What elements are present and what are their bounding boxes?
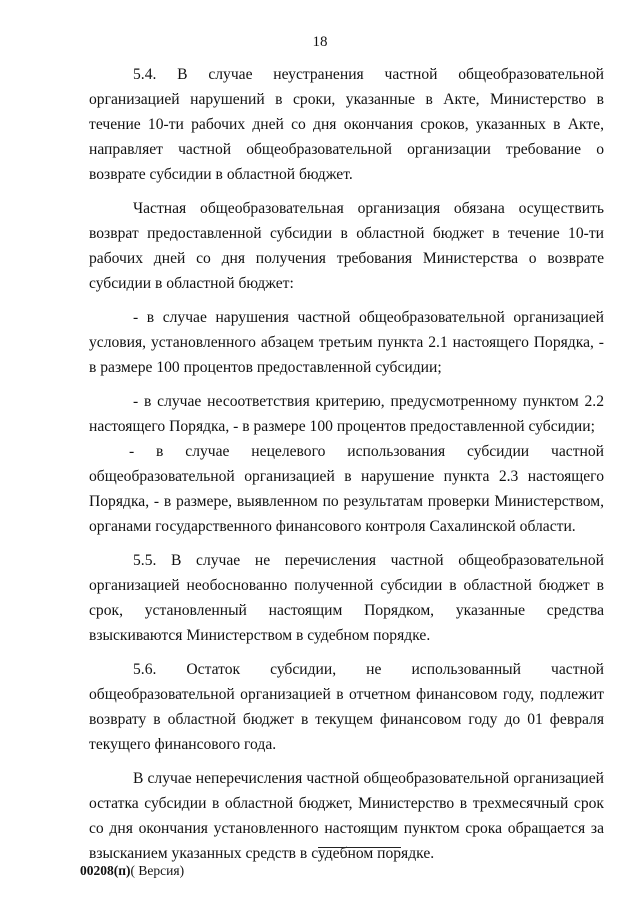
document-code — [80, 863, 184, 879]
list-item-criterion: - в случае несоответствия критерию, предусмотренному пунктом 2.2 настоящего Порядка, - в размере 100 процентов предоставленной субсидии; — [89, 393, 604, 435]
paragraph-5-5: 5.5. В случае не перечисления частной общеобразовательной организацией необоснованно полученной субсидии в областной бюджет в срок, установленный настоящим Порядком, указанные средства взыскиваются Министерством в судебном порядке. — [89, 552, 604, 644]
footer-separator — [318, 847, 401, 848]
paragraph-5-6: 5.6. Остаток субсидии, не использованный частной общеобразовательной организацией в отчетном финансовом году, подлежит возврату в областной бюджет в текущем финансовом году до 01 февраля текущего финансового года. — [89, 661, 604, 753]
document-body — [89, 62, 604, 866]
list-item-violation: - в случае нарушения частной общеобразовательной организацией условия, установленного абзацем третьим пункта 2.1 настоящего Порядка, - в размере 100 процентов предоставленной субсидии; — [89, 309, 604, 376]
paragraph-return-obligation: Частная общеобразовательная организация обязана осуществить возврат предоставленной субсидии в областной бюджет в течение 10-ти рабочих дней со дня получения требования Министерства о возврате субсидии в областной бюджет: — [89, 200, 604, 292]
document-version: ( Версия) — [130, 863, 185, 878]
paragraph-non-transfer: В случае неперечисления частной общеобразовательной организацией остатка субсидии в областной бюджет, Министерство в трехмесячный срок со дня окончания установленного настоящим пунктом срока обращается за взысканием указанных средств в судебном порядке. — [89, 770, 604, 862]
list-item-misuse: - в случае нецелевого использования субсидии частной общеобразовательной организацией в нарушение пункта 2.3 настоящего Порядка, - в размере, выявленном по результатам проверки Министерством, органами государственного финансового контроля Сахалинской области. — [89, 443, 604, 535]
document-code-number: 00208(п) — [80, 863, 131, 878]
paragraph-5-4: 5.4. В случае неустранения частной общеобразовательной организацией нарушений в сроки, указанные в Акте, Министерство в течение 10-ти рабочих дней со дня окончания сроков, указанных в Акте, направляет частной общеобразовательной организации требование о возврате субсидии в областной бюджет. — [89, 66, 604, 183]
page-number: 18 — [312, 34, 328, 50]
